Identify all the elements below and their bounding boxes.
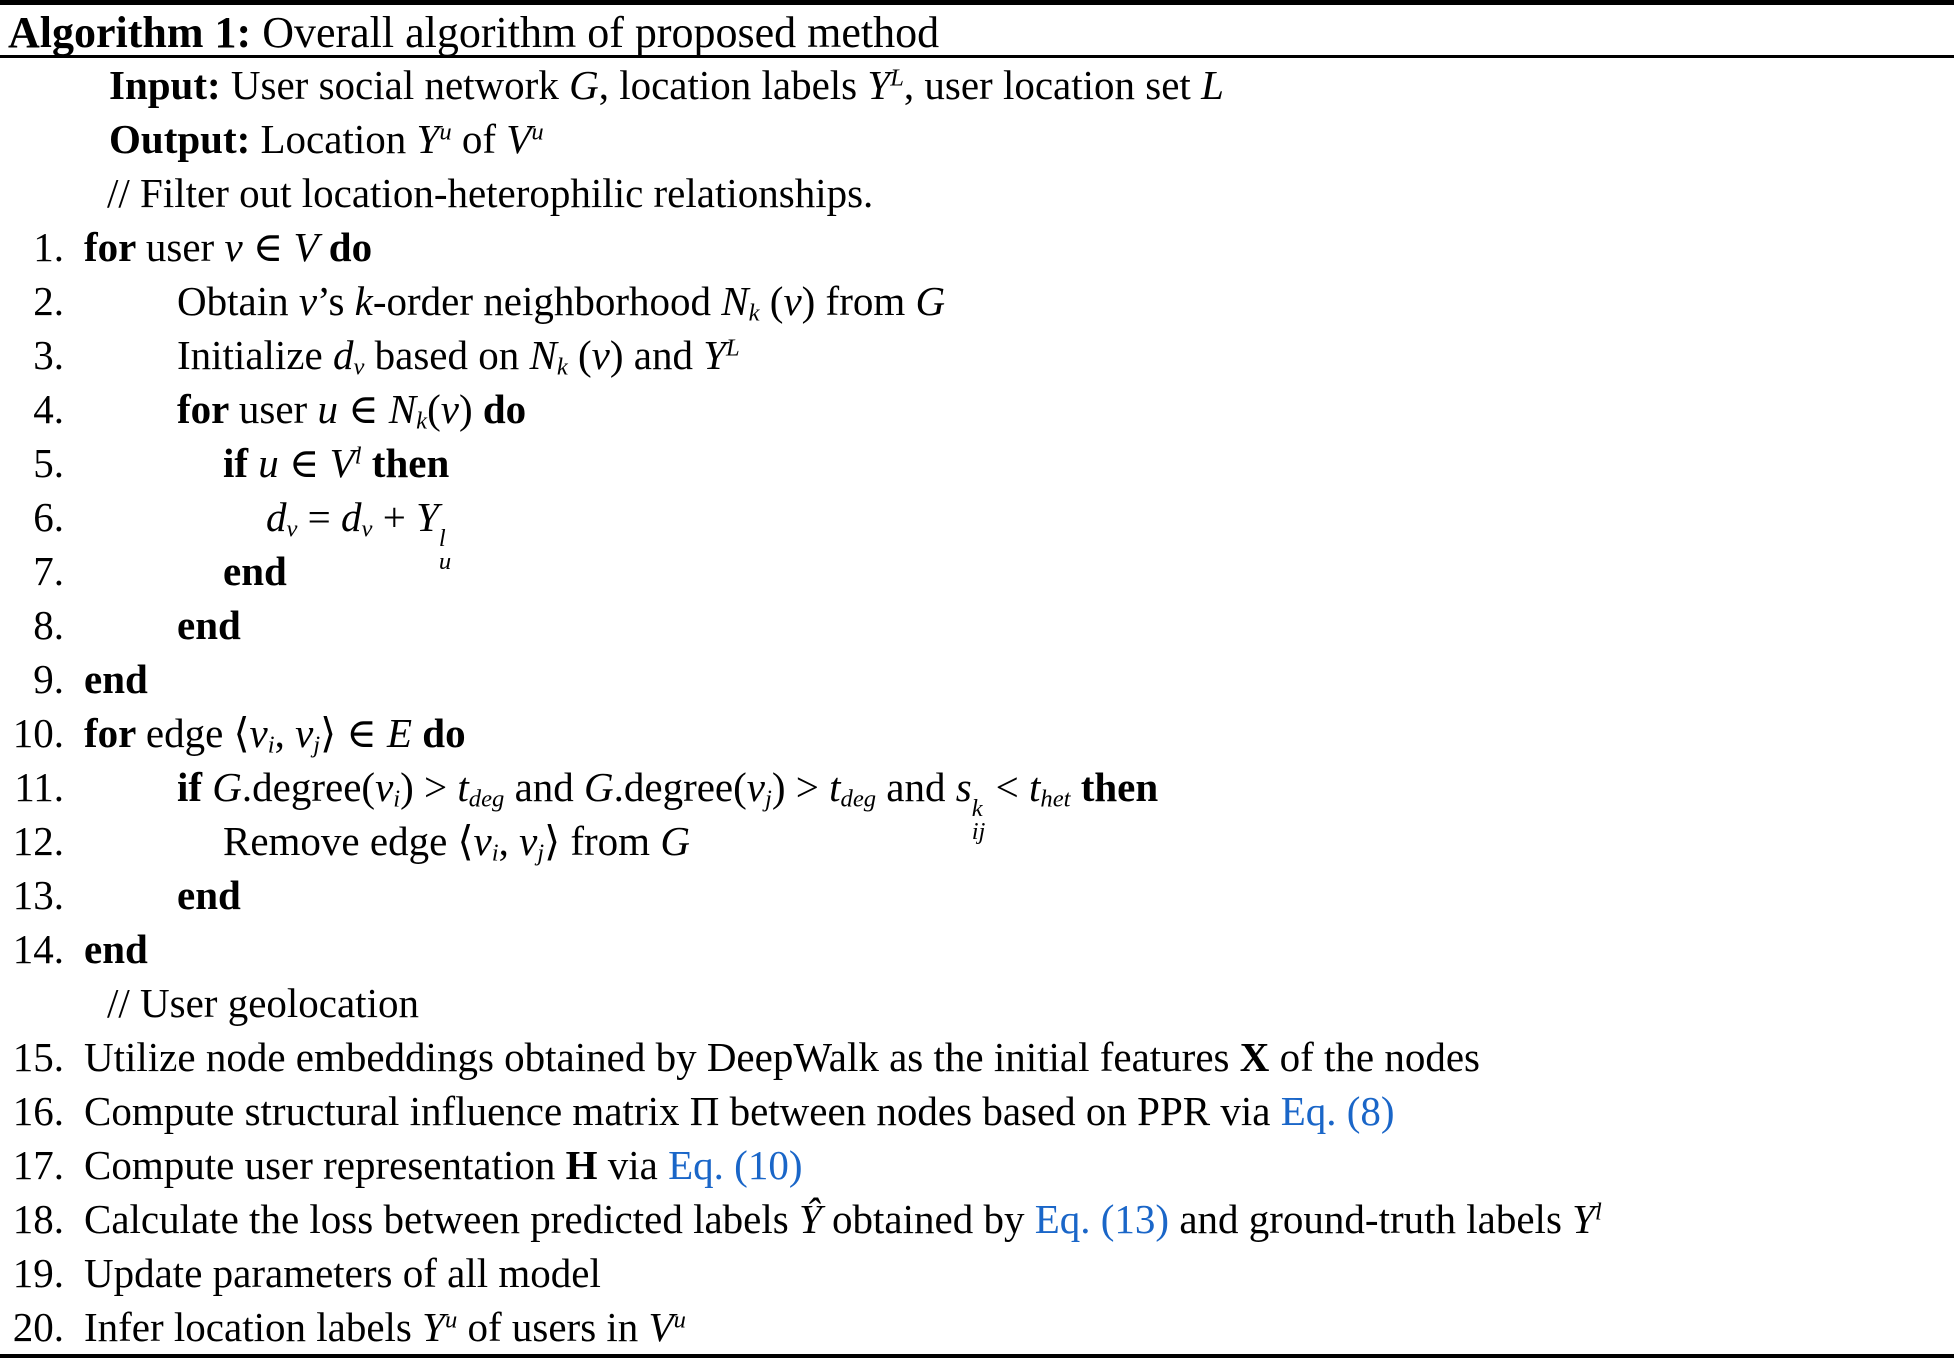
- algo-line-16: [0, 1084, 1954, 1138]
- text-segment: v: [783, 278, 802, 324]
- line-content: [64, 1142, 802, 1188]
- text-segment: <: [985, 764, 1029, 810]
- line-number: 10.: [12, 710, 64, 756]
- line-number: 5.: [33, 440, 64, 486]
- algo-line-15: [0, 1030, 1954, 1084]
- text-segment: $N_k$: [721, 278, 760, 327]
- text-segment: $N_k$: [529, 332, 568, 381]
- text-segment: for: [84, 710, 146, 756]
- text-segment: if: [177, 764, 213, 810]
- line-number: 13.: [12, 872, 64, 918]
- text-segment: $Y^u$: [416, 116, 452, 162]
- text-segment: [362, 440, 372, 486]
- algo-line-9: [0, 652, 1954, 706]
- text-segment: $V^u$: [648, 1304, 686, 1350]
- text-segment: $Y^L$: [703, 332, 740, 378]
- text-segment: ⟩ ∈: [320, 710, 387, 756]
- line-number: 12.: [12, 818, 64, 864]
- line-number: 6.: [33, 494, 64, 540]
- text-segment: =: [297, 494, 342, 540]
- line-content: [64, 1034, 1480, 1080]
- algo-line-2: [0, 274, 1954, 328]
- line-content: [64, 656, 148, 702]
- text-segment: end: [84, 926, 148, 972]
- algorithm-title: Overall algorithm of proposed method: [251, 8, 940, 57]
- line-content: [64, 602, 241, 648]
- text-segment: , location labels: [598, 62, 868, 108]
- algo-line-5: [0, 436, 1954, 490]
- text-segment: .degree(: [613, 764, 747, 810]
- text-segment: end: [177, 602, 241, 648]
- algo-line-8: [0, 598, 1954, 652]
- algo-line-aux-2: [0, 166, 1954, 220]
- text-segment: of the nodes: [1269, 1034, 1480, 1080]
- line-content: [64, 818, 690, 867]
- line-number: 17.: [12, 1142, 64, 1188]
- text-segment: Compute user representation: [84, 1142, 566, 1188]
- text-segment: G: [569, 62, 599, 108]
- text-segment: ’s: [317, 278, 355, 324]
- text-segment: $v_i$: [249, 710, 275, 759]
- text-segment: u: [258, 440, 279, 486]
- text-segment: .degree(: [241, 764, 376, 810]
- text-segment: end: [177, 872, 241, 918]
- text-segment: edge ⟨: [145, 710, 250, 756]
- line-content: [64, 386, 527, 435]
- text-segment: ) and: [609, 332, 704, 378]
- text-segment: u: [317, 386, 338, 432]
- text-segment: +: [372, 494, 417, 540]
- text-segment: ) from: [801, 278, 916, 324]
- text-segment: , user location set: [903, 62, 1202, 108]
- algorithm-label: Algorithm 1:: [8, 8, 252, 57]
- text-segment: $Y^l$: [1572, 1196, 1602, 1242]
- algo-line-3: [0, 328, 1954, 382]
- algo-line-19: [0, 1246, 1954, 1300]
- text-segment: v: [298, 278, 318, 324]
- text-segment: Remove edge ⟨: [223, 818, 474, 864]
- text-segment: and: [504, 764, 585, 810]
- text-segment: end: [84, 656, 148, 702]
- text-segment: s k ij: [955, 764, 986, 845]
- line-number: 20.: [12, 1304, 64, 1350]
- text-segment: G: [660, 818, 690, 864]
- algo-line-1: [0, 220, 1954, 274]
- text-segment: $v_j$: [519, 818, 545, 867]
- text-segment: $v_j$: [746, 764, 772, 813]
- line-content: [64, 1088, 1395, 1134]
- text-segment: L: [1201, 62, 1224, 108]
- text-segment: Update parameters of all model: [84, 1250, 601, 1296]
- line-number: 18.: [12, 1196, 64, 1242]
- text-segment: k: [354, 278, 373, 324]
- line-content: [64, 1250, 601, 1296]
- text-segment: for: [84, 224, 146, 270]
- text-segment: ∈: [278, 440, 330, 486]
- line-number: 3.: [33, 332, 64, 378]
- algo-line-aux-0: [0, 58, 1954, 112]
- text-segment: ,: [274, 710, 296, 756]
- text-segment: and: [876, 764, 956, 810]
- text-segment: end: [223, 548, 287, 594]
- text-segment: $t_{het}$: [1029, 764, 1071, 813]
- text-segment: $Y^L$: [867, 62, 904, 108]
- text-segment: v: [440, 386, 459, 432]
- text-segment: do: [482, 386, 527, 432]
- text-segment: G: [915, 278, 946, 324]
- line-content: [64, 116, 544, 162]
- text-segment: $d_v$: [266, 494, 298, 543]
- text-segment: if: [223, 440, 259, 486]
- text-segment: Output:: [109, 116, 261, 162]
- text-segment: obtained by: [821, 1196, 1035, 1242]
- line-number: 1.: [33, 224, 64, 270]
- text-segment: (: [759, 278, 784, 324]
- line-content: [64, 332, 740, 381]
- algo-line-10: [0, 706, 1954, 760]
- line-content: [64, 440, 449, 486]
- eq-link[interactable]: Eq. (8): [1280, 1088, 1395, 1134]
- text-segment: [319, 224, 329, 270]
- algo-line-17: [0, 1138, 1954, 1192]
- text-segment: Input:: [109, 62, 231, 108]
- text-segment: Initialize: [177, 332, 333, 378]
- text-segment: v: [591, 332, 610, 378]
- text-segment: via: [597, 1142, 669, 1188]
- text-segment: V: [293, 224, 319, 270]
- algorithm-header: [0, 0, 1954, 58]
- line-content: [64, 710, 466, 759]
- line-content: [64, 548, 287, 594]
- text-segment: $d_v$: [341, 494, 373, 543]
- text-segment: // User geolocation: [107, 980, 419, 1026]
- text-segment: Y l u: [416, 494, 452, 575]
- text-segment: user: [238, 386, 318, 432]
- text-segment: Utilize node embeddings obtained by DeepWalk as the initial features: [84, 1034, 1240, 1080]
- text-segment: $v_i$: [375, 764, 401, 813]
- line-content: [64, 872, 241, 918]
- text-segment: ∈: [337, 386, 389, 432]
- text-segment: $N_k$: [388, 386, 428, 435]
- line-number: 9.: [33, 656, 64, 702]
- text-segment: Ŷ: [798, 1196, 822, 1242]
- line-content: [64, 278, 946, 327]
- line-content: [64, 62, 1224, 108]
- text-segment: user: [145, 224, 225, 270]
- text-segment: (: [567, 332, 592, 378]
- line-content: [64, 1304, 686, 1350]
- line-content: [64, 1196, 1602, 1242]
- text-segment: Compute structural influence matrix Π between nodes based on PPR via: [84, 1088, 1281, 1134]
- text-segment: X: [1239, 1034, 1270, 1080]
- text-segment: v: [224, 224, 243, 270]
- line-number: 11.: [14, 764, 64, 810]
- text-segment: -order neighborhood: [372, 278, 722, 324]
- text-segment: (: [427, 386, 441, 432]
- eq-link[interactable]: Eq. (13): [1034, 1196, 1170, 1242]
- text-segment: then: [371, 440, 450, 486]
- text-segment: and ground-truth labels: [1169, 1196, 1573, 1242]
- text-segment: ) >: [771, 764, 830, 810]
- line-content: [64, 170, 873, 216]
- text-segment: $t_{deg}$: [457, 764, 505, 813]
- text-segment: for: [177, 386, 239, 432]
- text-segment: G: [584, 764, 614, 810]
- line-number: 8.: [33, 602, 64, 648]
- text-segment: ⟩ from: [544, 818, 661, 864]
- text-segment: do: [328, 224, 373, 270]
- text-segment: ): [458, 386, 483, 432]
- text-segment: [1070, 764, 1080, 810]
- eq-link[interactable]: Eq. (10): [668, 1142, 803, 1188]
- algo-line-aux-17: [0, 976, 1954, 1030]
- text-segment: Location: [260, 116, 417, 162]
- text-segment: ∈: [242, 224, 294, 270]
- line-number: 4.: [33, 386, 64, 432]
- text-segment: then: [1080, 764, 1159, 810]
- line-content: [64, 224, 372, 270]
- line-content: [64, 926, 148, 972]
- text-segment: H: [565, 1142, 598, 1188]
- line-number: 2.: [33, 278, 64, 324]
- text-segment: G: [212, 764, 242, 810]
- algo-line-aux-1: [0, 112, 1954, 166]
- text-segment: $v_j$: [295, 710, 321, 759]
- text-segment: Obtain: [177, 278, 299, 324]
- text-segment: of users in: [457, 1304, 649, 1350]
- line-number: 7.: [33, 548, 64, 594]
- algorithm-body: [0, 58, 1954, 1354]
- line-number: 19.: [12, 1250, 64, 1296]
- text-segment: $V^l$: [329, 440, 362, 486]
- text-segment: E: [386, 710, 413, 756]
- text-segment: $d_v$: [332, 332, 365, 381]
- algo-line-4: [0, 382, 1954, 436]
- algo-line-14: [0, 922, 1954, 976]
- text-segment: ,: [498, 818, 520, 864]
- algo-line-7: [0, 544, 1954, 598]
- line-number: 14.: [12, 926, 64, 972]
- text-segment: // Filter out location-heterophilic relationships.: [107, 170, 874, 216]
- algo-line-13: [0, 868, 1954, 922]
- line-number: 16.: [12, 1088, 64, 1134]
- text-segment: Calculate the loss between predicted labels: [84, 1196, 799, 1242]
- algo-line-20: [0, 1300, 1954, 1354]
- text-segment: $t_{deg}$: [829, 764, 877, 813]
- algo-line-18: [0, 1192, 1954, 1246]
- text-segment: $v_i$: [473, 818, 499, 867]
- text-segment: User social network: [230, 62, 570, 108]
- line-number: 15.: [12, 1034, 64, 1080]
- bottom-rule: [0, 1354, 1954, 1358]
- text-segment: $V^u$: [506, 116, 544, 162]
- text-segment: ) >: [400, 764, 458, 810]
- text-segment: do: [422, 710, 466, 756]
- text-segment: [412, 710, 422, 756]
- text-segment: of: [451, 116, 507, 162]
- text-segment: $Y^u$: [422, 1304, 458, 1350]
- line-content: [64, 980, 419, 1026]
- text-segment: based on: [364, 332, 530, 378]
- text-segment: Infer location labels: [84, 1304, 423, 1350]
